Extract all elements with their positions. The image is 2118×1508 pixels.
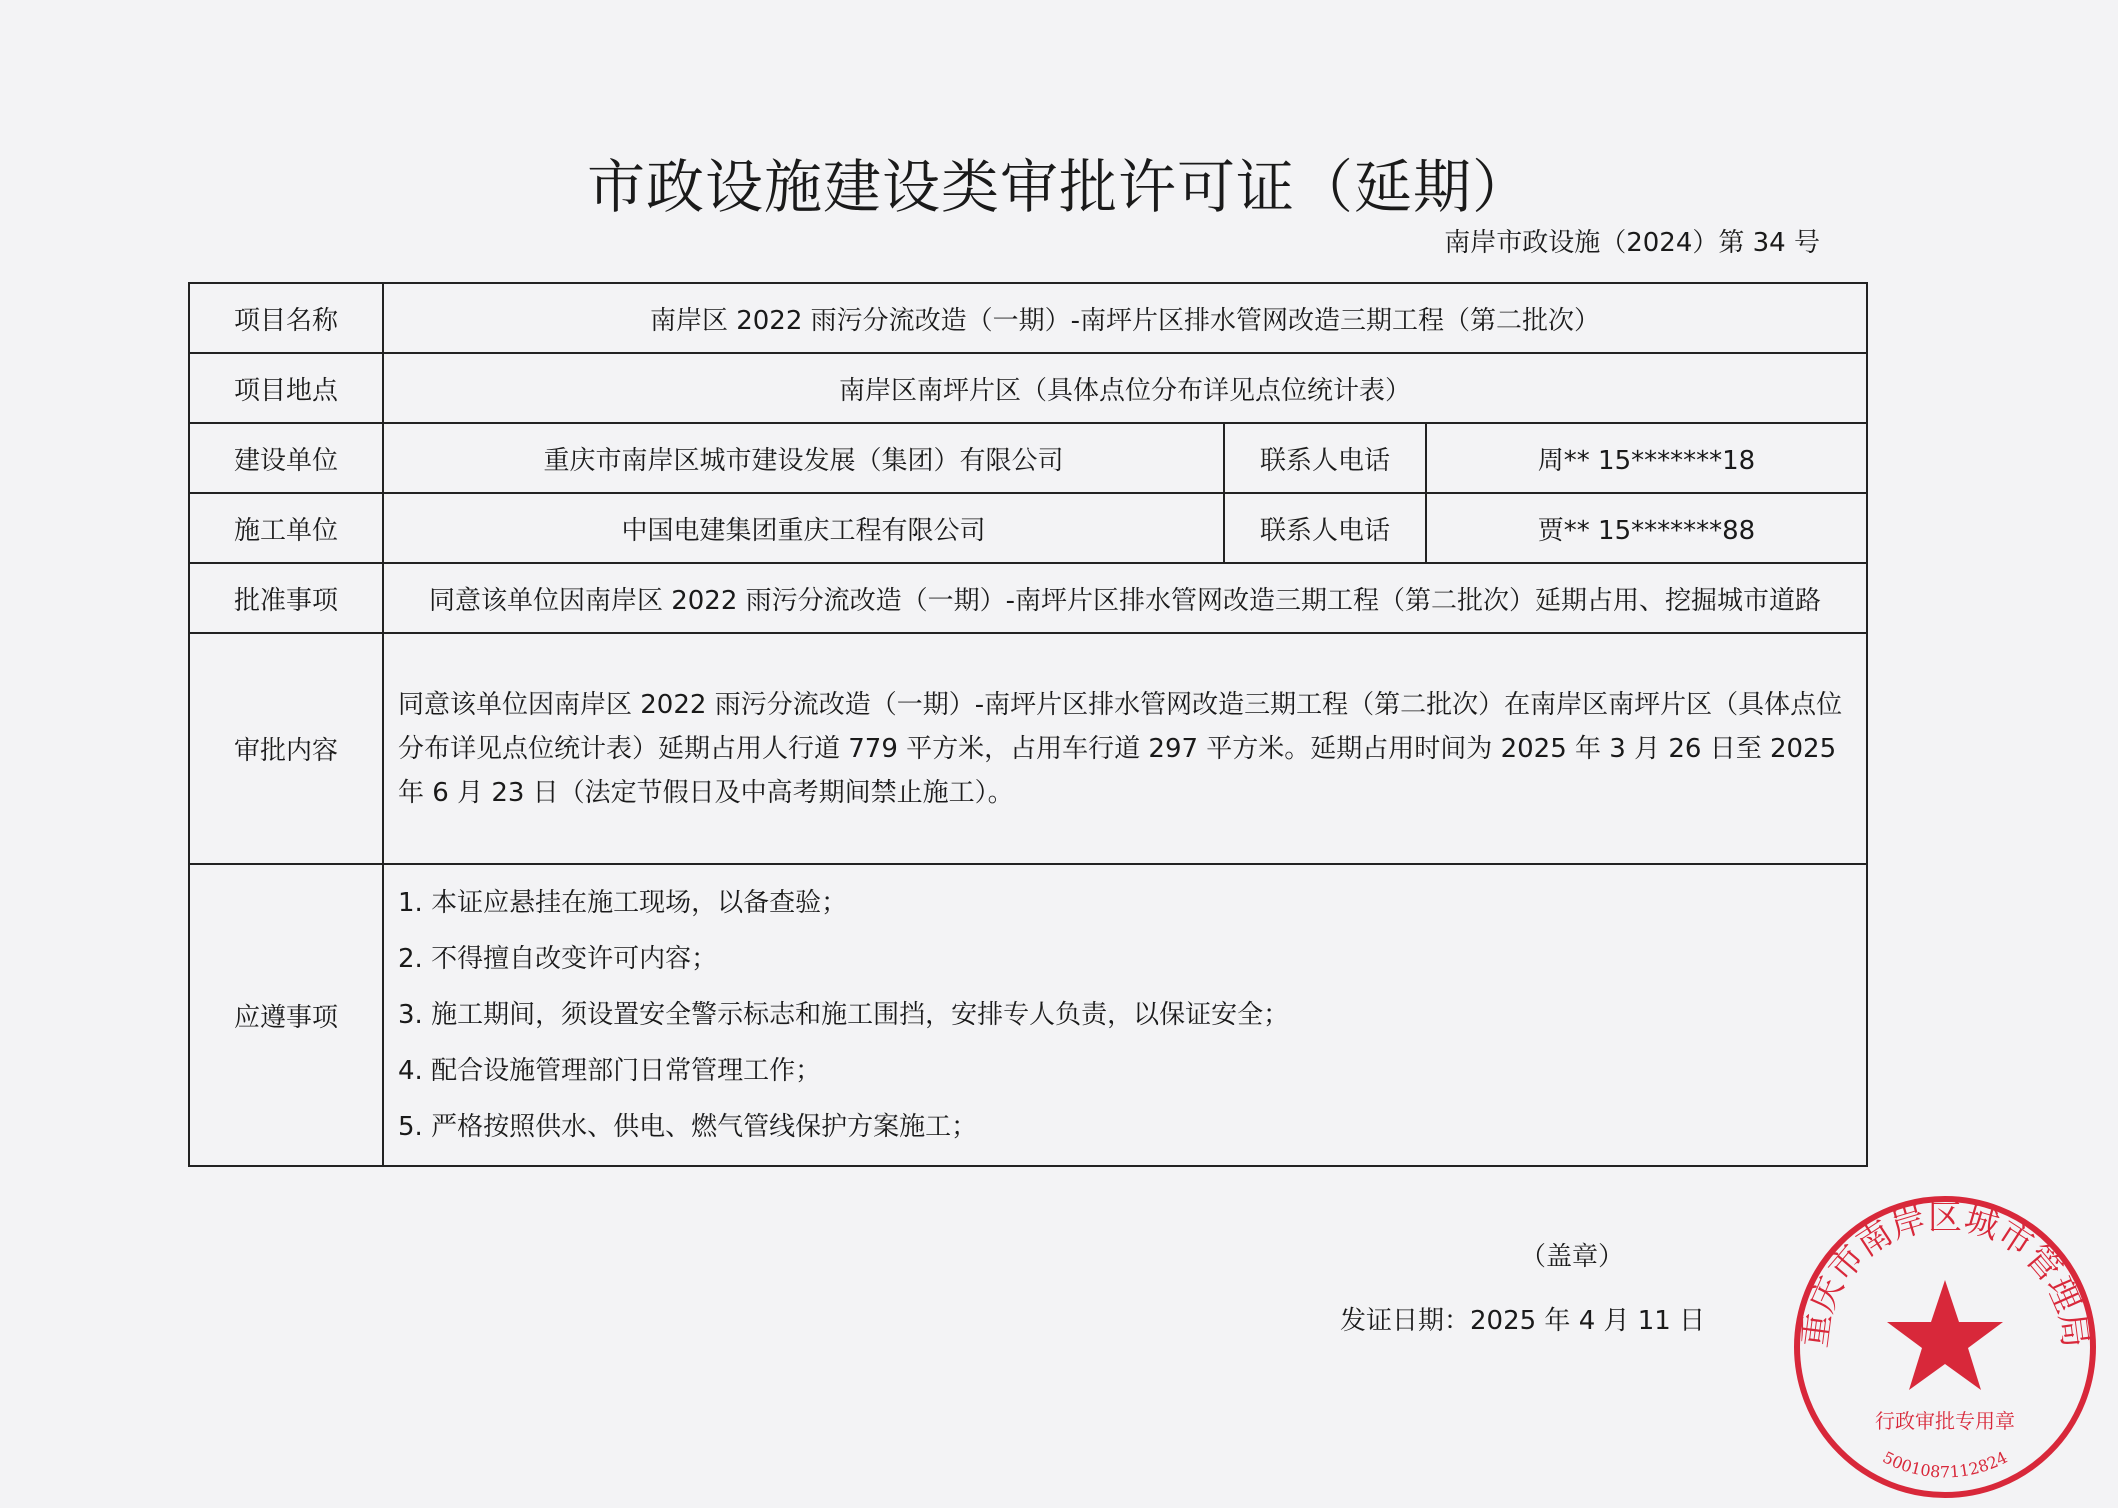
row-label: 批准事项 — [189, 563, 383, 633]
table-row — [189, 563, 1867, 633]
list-item: 3. 施工期间，须设置安全警示标志和施工围挡，安排专人负责，以保证安全； — [398, 1000, 1290, 1030]
row-label: 施工单位 — [189, 493, 383, 563]
builder-contact: 周** 15*******18 — [1426, 423, 1867, 493]
row-label: 建设单位 — [189, 423, 383, 493]
stamp-inner-text: 行政审批专用章 — [1875, 1409, 2015, 1433]
table-row — [189, 493, 1867, 563]
construction-unit: 中国电建集团重庆工程有限公司 — [383, 493, 1224, 563]
list-item: 2. 不得擅自改变许可内容； — [398, 944, 718, 974]
list-item: 4. 配合设施管理部门日常管理工作； — [398, 1056, 822, 1086]
project-name: 南岸区 2022 雨污分流改造（一期）-南坪片区排水管网改造三期工程（第二批次） — [383, 283, 1867, 353]
table-row — [189, 283, 1867, 353]
permit-table — [188, 282, 1868, 1167]
svg-text:5001087112824 — [1880, 1448, 2011, 1482]
contact-label: 联系人电话 — [1224, 423, 1426, 493]
approval-content: 同意该单位因南岸区 2022 雨污分流改造（一期）-南坪片区排水管网改造三期工程（第二批次）在南岸区南坪片区（具体点位分布详见点位统计表）延期占用人行道 779 平方米，占用车行道 297 平方米。延期占用时间为 2025 年 3 月 26 日至 2025 年 6 月 23 日（法定节假日及中高考期间禁止施工）。 — [383, 633, 1867, 864]
table-row — [189, 633, 1867, 864]
builder-unit: 重庆市南岸区城市建设发展（集团）有限公司 — [383, 423, 1224, 493]
list-item: 5. 严格按照供水、供电、燃气管线保护方案施工； — [398, 1112, 978, 1142]
document-number: 南岸市政设施（2024）第 34 号 — [1444, 228, 1820, 258]
stamp-code: 5001087112824 — [1879, 1447, 2011, 1482]
row-label: 项目地点 — [189, 353, 383, 423]
row-label: 项目名称 — [189, 283, 383, 353]
table-row — [189, 864, 1867, 1166]
official-seal-stamp — [1790, 1192, 2100, 1502]
star-icon — [1887, 1280, 2003, 1390]
row-label: 应遵事项 — [189, 864, 383, 1166]
issue-date: 发证日期：2025 年 4 月 11 日 — [1340, 1306, 1706, 1336]
table-row — [189, 423, 1867, 493]
contact-label: 联系人电话 — [1224, 493, 1426, 563]
table-row — [189, 353, 1867, 423]
row-label: 审批内容 — [189, 633, 383, 864]
project-location: 南岸区南坪片区（具体点位分布详见点位统计表） — [383, 353, 1867, 423]
approved-item: 同意该单位因南岸区 2022 雨污分流改造（一期）-南坪片区排水管网改造三期工程（第二批次）延期占用、挖掘城市道路 — [383, 563, 1867, 633]
list-item: 1. 本证应悬挂在施工现场，以备查验； — [398, 888, 848, 918]
requirements-list — [383, 864, 1867, 1166]
stamp-outer-text: 重庆市南岸区城市管理局 — [1795, 1197, 2095, 1350]
page-title: 市政设施建设类审批许可证（延期） — [586, 153, 1531, 221]
constructor-contact: 贾** 15*******88 — [1426, 493, 1867, 563]
seal-note: （盖章） — [1520, 1242, 1625, 1272]
